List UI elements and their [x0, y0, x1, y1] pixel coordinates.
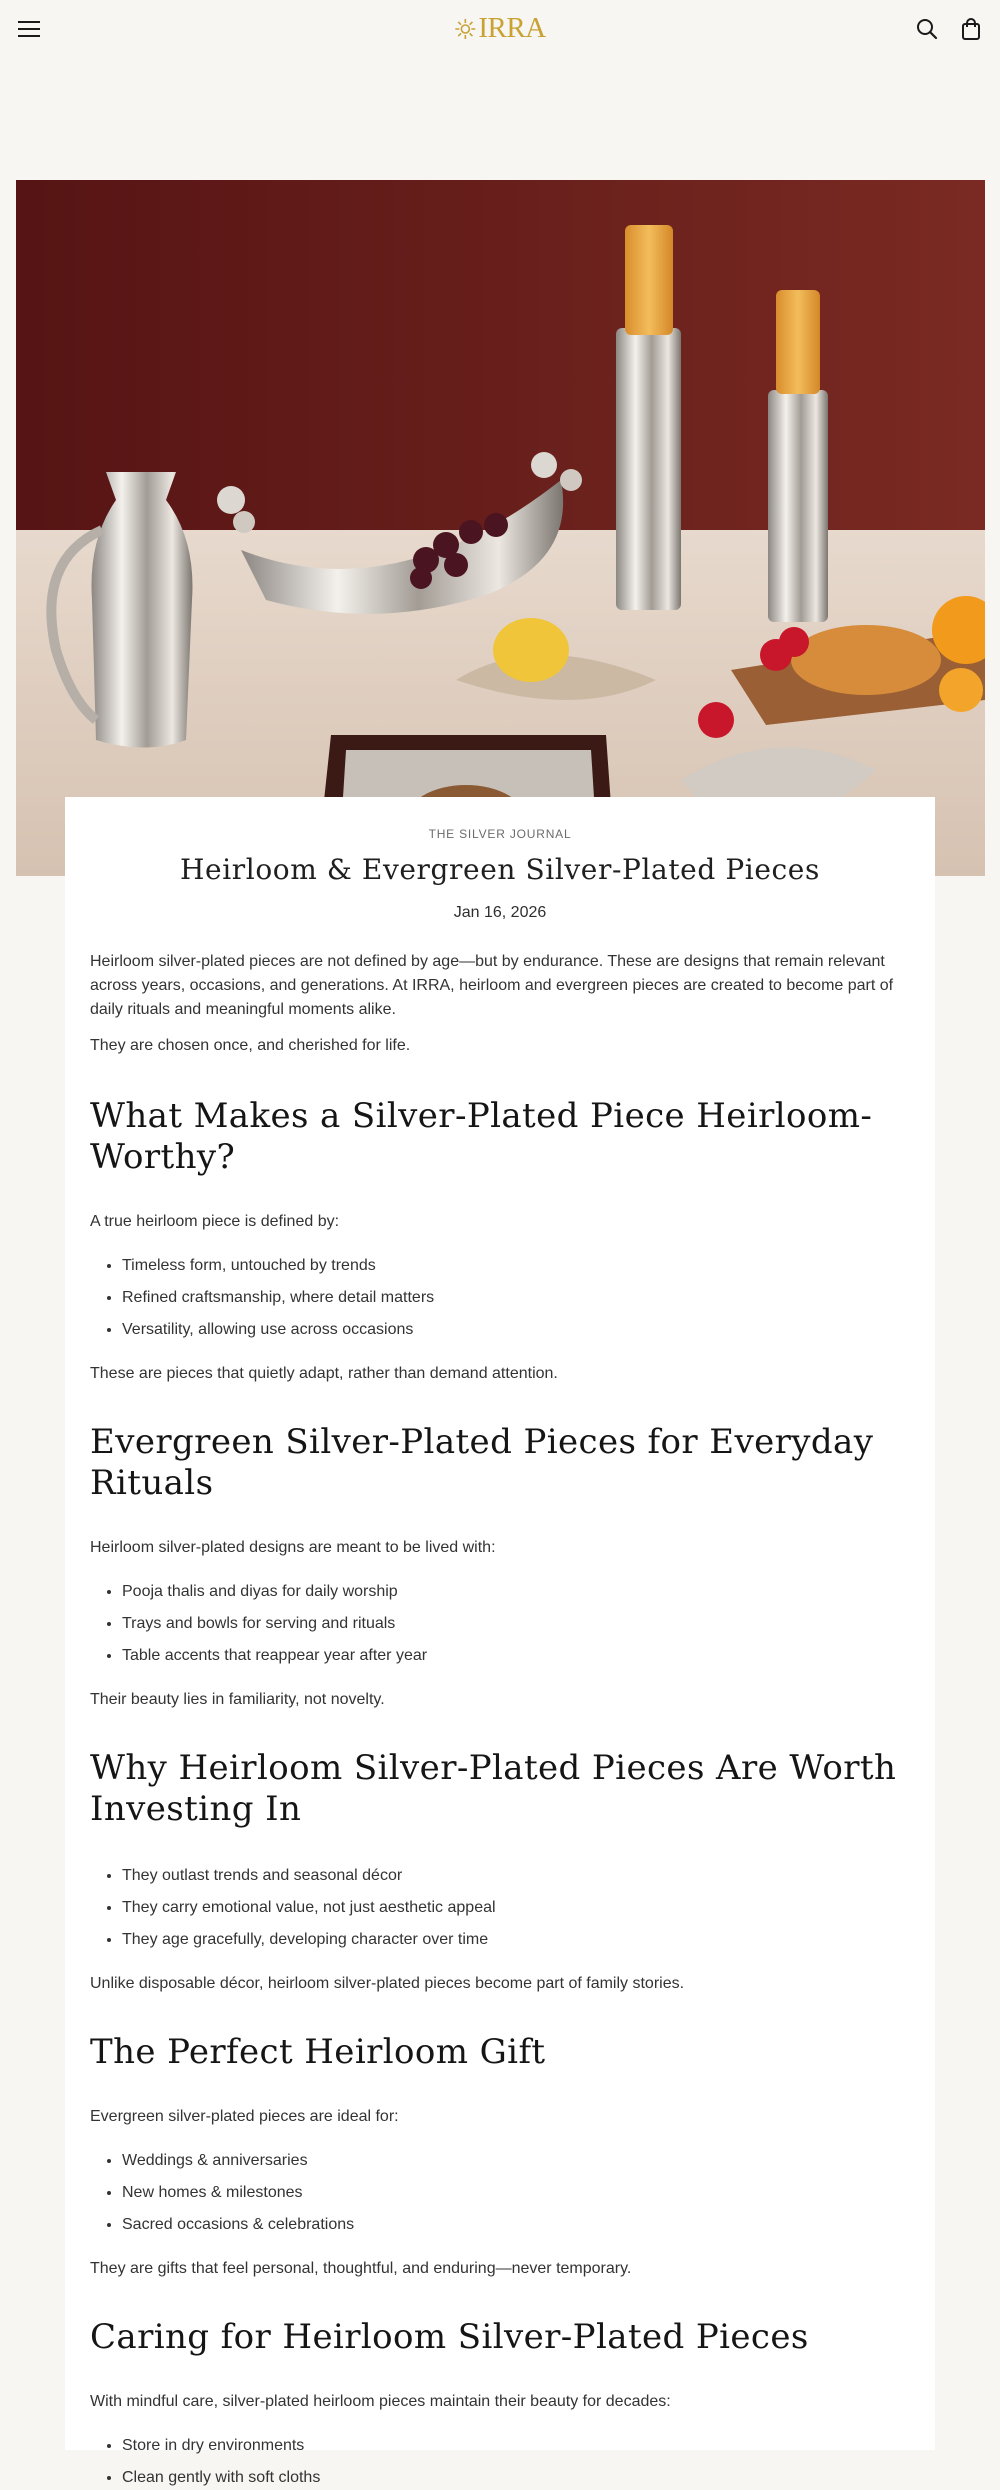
- section-heading: What Makes a Silver-Plated Piece Heirloom-Worthy?: [90, 1096, 873, 1177]
- list-item: • Versatility, allowing use across occasions: [122, 1318, 910, 1342]
- list-item: • Store in dry environments: [122, 2434, 910, 2458]
- bullet-list: [90, 1864, 910, 1952]
- brand-logo[interactable]: [454, 12, 545, 45]
- intro-paragraph: Heirloom silver-plated pieces are not defined by age—but by endurance. These are designs that remain relevant across years, occasions, and generations. At IRRA, heirloom and evergreen pieces are created to become part of daily rituals and meaningful moments alike.: [90, 953, 894, 1018]
- section-heading: Caring for Heirloom Silver-Plated Pieces: [90, 2317, 809, 2357]
- article-title: Heirloom & Evergreen Silver-Plated Pieces: [180, 853, 820, 886]
- list-item: • They carry emotional value, not just aesthetic appeal: [122, 1896, 910, 1920]
- section-closing: These are pieces that quietly adapt, rather than demand attention.: [90, 1365, 558, 1382]
- section-lead: A true heirloom piece is defined by:: [90, 1213, 340, 1230]
- section-heading: Evergreen Silver-Plated Pieces for Everyday Rituals: [90, 1422, 874, 1503]
- bullet-list: [90, 1254, 910, 1342]
- section-closing: Unlike disposable décor, heirloom silver-plated pieces become part of family stories.: [90, 1975, 685, 1992]
- section-lead: With mindful care, silver-plated heirloom pieces maintain their beauty for decades:: [90, 2393, 671, 2410]
- list-item: • Weddings & anniversaries: [122, 2149, 910, 2173]
- list-item: • Pooja thalis and diyas for daily worship: [122, 1580, 910, 1604]
- section-heading: The Perfect Heirloom Gift: [90, 2032, 546, 2072]
- section-closing: Their beauty lies in familiarity, not novelty.: [90, 1691, 385, 1708]
- bullet-list: [90, 1580, 910, 1668]
- section-lead: Heirloom silver-plated designs are meant to be lived with:: [90, 1539, 496, 1556]
- bullet-list: [90, 2434, 910, 2490]
- list-item: • Sacred occasions & celebrations: [122, 2213, 910, 2237]
- section-heading: Why Heirloom Silver-Plated Pieces Are Worth Investing In: [90, 1748, 897, 1829]
- list-item: • Trays and bowls for serving and rituals: [122, 1612, 910, 1636]
- list-item: • They outlast trends and seasonal décor: [122, 1864, 910, 1888]
- site-header: [0, 0, 1000, 58]
- article-card: [65, 797, 935, 2486]
- search-icon[interactable]: [912, 14, 942, 44]
- list-item: • New homes & milestones: [122, 2181, 910, 2205]
- shopping-bag-icon[interactable]: [956, 14, 986, 44]
- list-item: • Table accents that reappear year after year: [122, 1644, 910, 1668]
- bullet-list: [90, 2149, 910, 2237]
- hamburger-menu-icon[interactable]: [14, 14, 44, 44]
- brand-wordmark: IRRA: [478, 12, 546, 44]
- section-closing: They are gifts that feel personal, thoughtful, and enduring—never temporary.: [90, 2260, 632, 2277]
- journal-eyebrow: THE SILVER JOURNAL: [428, 827, 572, 841]
- section-lead: Evergreen silver-plated pieces are ideal for:: [90, 2108, 399, 2125]
- list-item: • Clean gently with soft cloths: [122, 2466, 910, 2490]
- list-item: • Refined craftsmanship, where detail matters: [122, 1286, 910, 1310]
- list-item: • Timeless form, untouched by trends: [122, 1254, 910, 1278]
- sun-emblem-icon: [454, 18, 476, 40]
- list-item: • They age gracefully, developing character over time: [122, 1928, 910, 1952]
- hero-image: [16, 180, 985, 876]
- article-date: Jan 16, 2026: [453, 904, 547, 921]
- intro-tagline: They are chosen once, and cherished for life.: [90, 1037, 411, 1054]
